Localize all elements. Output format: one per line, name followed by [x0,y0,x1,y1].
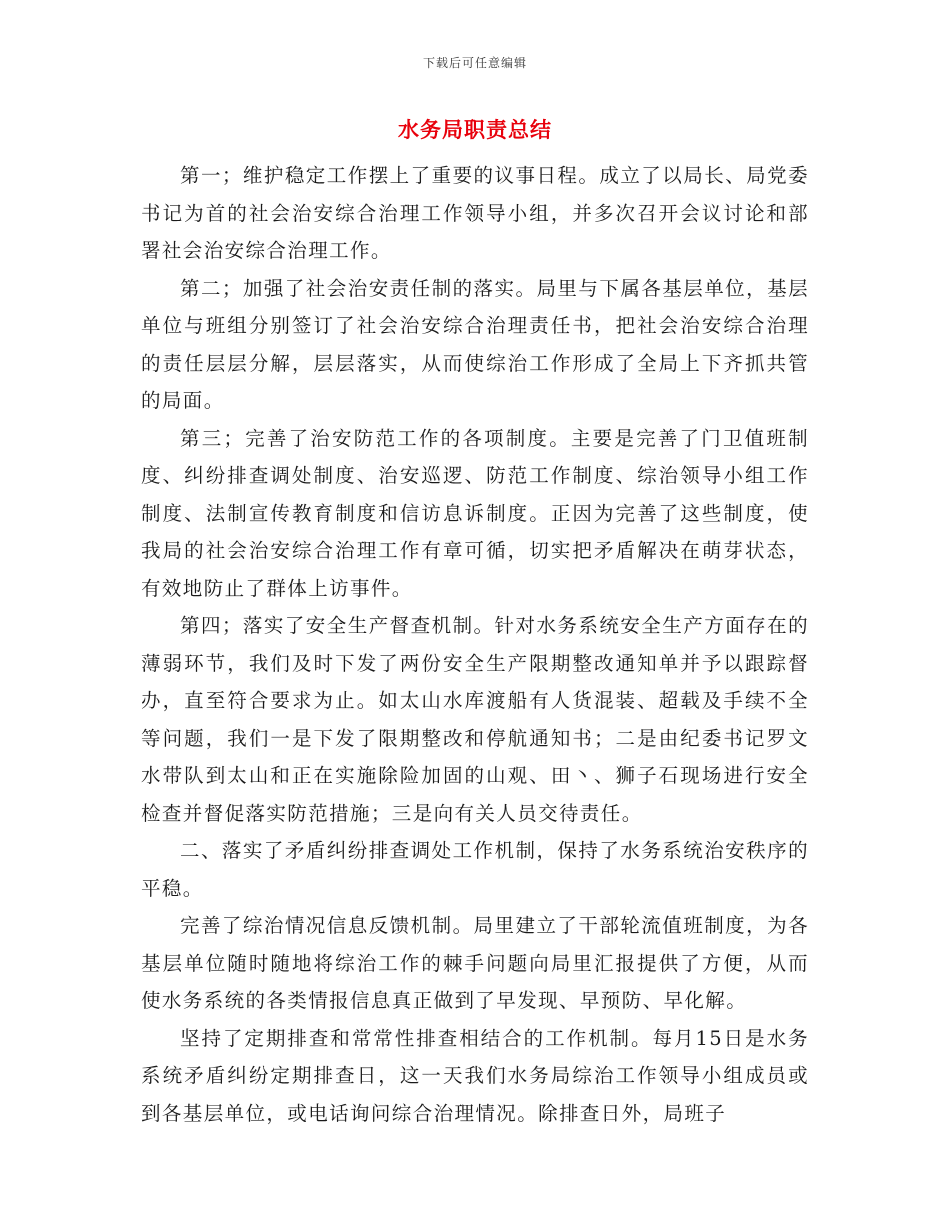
paragraph-7: 坚持了定期排查和常常性排查相结合的工作机制。每月15日是水务系统矛盾纠纷定期排查日，这一天我们水务局综治工作领导小组成员或到各基层单位，或电话询问综合治理情况。除排查日外，局班子 [141,1026,809,1125]
document-title: 水务局职责总结 [398,117,552,142]
document-body [141,157,809,1132]
paragraph-3: 第三；完善了治安防范工作的各项制度。主要是完善了门卫值班制度、纠纷排查调处制度、治安巡逻、防范工作制度、综治领导小组工作制度、法制宣传教育制度和信访息诉制度。正因为完善了这些制度，使我局的社会治安综合治理工作有章可循，切实把矛盾解决在萌芽状态，有效地防止了群体上访事件。 [141,426,809,600]
paragraph-1: 第一；维护稳定工作摆上了重要的议事日程。成立了以局长、局党委书记为首的社会治安综合治理工作领导小组，并多次召开会议讨论和部署社会治安综合治理工作。 [141,164,809,262]
paragraph-6: 完善了综治情况信息反馈机制。局里建立了干部轮流值班制度，为各基层单位随时随地将综治工作的棘手问题向局里汇报提供了方便，从而使水务系统的各类情报信息真正做到了早发现、早预防、早化解。 [141,914,809,1012]
page-header-note: 下载后可任意编辑 [422,56,527,70]
paragraph-4: 第四；落实了安全生产督查机制。针对水务系统安全生产方面存在的薄弱环节，我们及时下发了两份安全生产限期整改通知单并予以跟踪督办，直至符合要求为止。如太山水库渡船有人货混装、超载及手续不全等问题，我们一是下发了限期整改和停航通知书；二是由纪委书记罗文水带队到太山和正在实施除险加固的山观、田丶、狮子石现场进行安全检查并督促落实防范措施；三是向有关人员交待责任。 [141,614,809,825]
paragraph-5: 二、落实了矛盾纠纷排查调处工作机制，保持了水务系统治安秩序的平稳。 [141,839,809,900]
paragraph-2: 第二；加强了社会治安责任制的落实。局里与下属各基层单位，基层单位与班组分别签订了社会治安综合治理责任书，把社会治安综合治理的责任层层分解，层层落实，从而使综治工作形成了全局上下齐抓共管的局面。 [141,276,809,412]
